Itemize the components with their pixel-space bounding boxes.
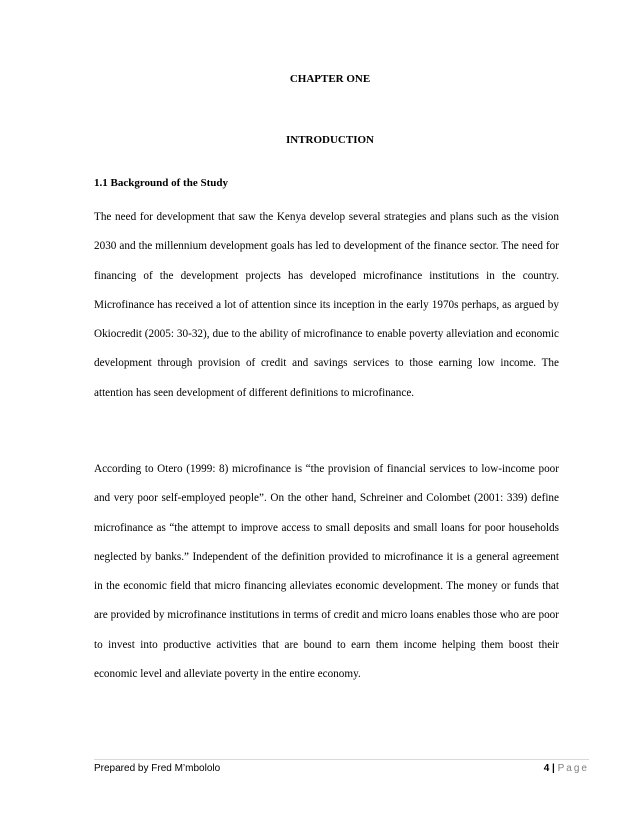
page-label: Page xyxy=(557,763,589,774)
footer-author: Prepared by Fred M’mbololo xyxy=(94,763,221,774)
footer-divider xyxy=(94,759,589,760)
page-number: 4 xyxy=(543,763,550,774)
chapter-heading: CHAPTER ONE xyxy=(289,73,371,85)
footer-page-indicator xyxy=(544,763,589,774)
body-paragraph-2: According to Otero (1999: 8) microfinance is “the provision of financial services to low-income poor and very poor self-employed people”. On the other hand, Schreiner and Colombet (2001: 339) define microfinance as “the attempt to improve access to small deposits and small loans for poor households neglected by banks.” Independent of the definition provided to microfinance it is a general agreement in the economic field that micro financing alleviates economic development. The money or funds that are provided by microfinance institutions in terms of credit and micro loans enables those who are poor to invest into productive activities that are bound to earn them income helping them boost their economic level and alleviate poverty in the entire economy. xyxy=(94,463,559,681)
footer-separator: | xyxy=(552,763,555,774)
body-paragraph-1: The need for development that saw the Kenya develop several strategies and plans such as the vision 2030 and the millennium development goals has led to development of the finance sector. The need for financing of the development projects has developed microfinance institutions in the country. Microfinance has received a lot of attention since its inception in the early 1970s perhaps, as argued by Okiocredit (2005: 30-32), due to the ability of microfinance to enable poverty alleviation and economic development through provision of credit and savings services to those earning low income. The attention has seen development of different definitions to microfinance. xyxy=(94,211,559,399)
section-heading: 1.1 Background of the Study xyxy=(94,177,228,189)
chapter-title: INTRODUCTION xyxy=(285,134,374,146)
